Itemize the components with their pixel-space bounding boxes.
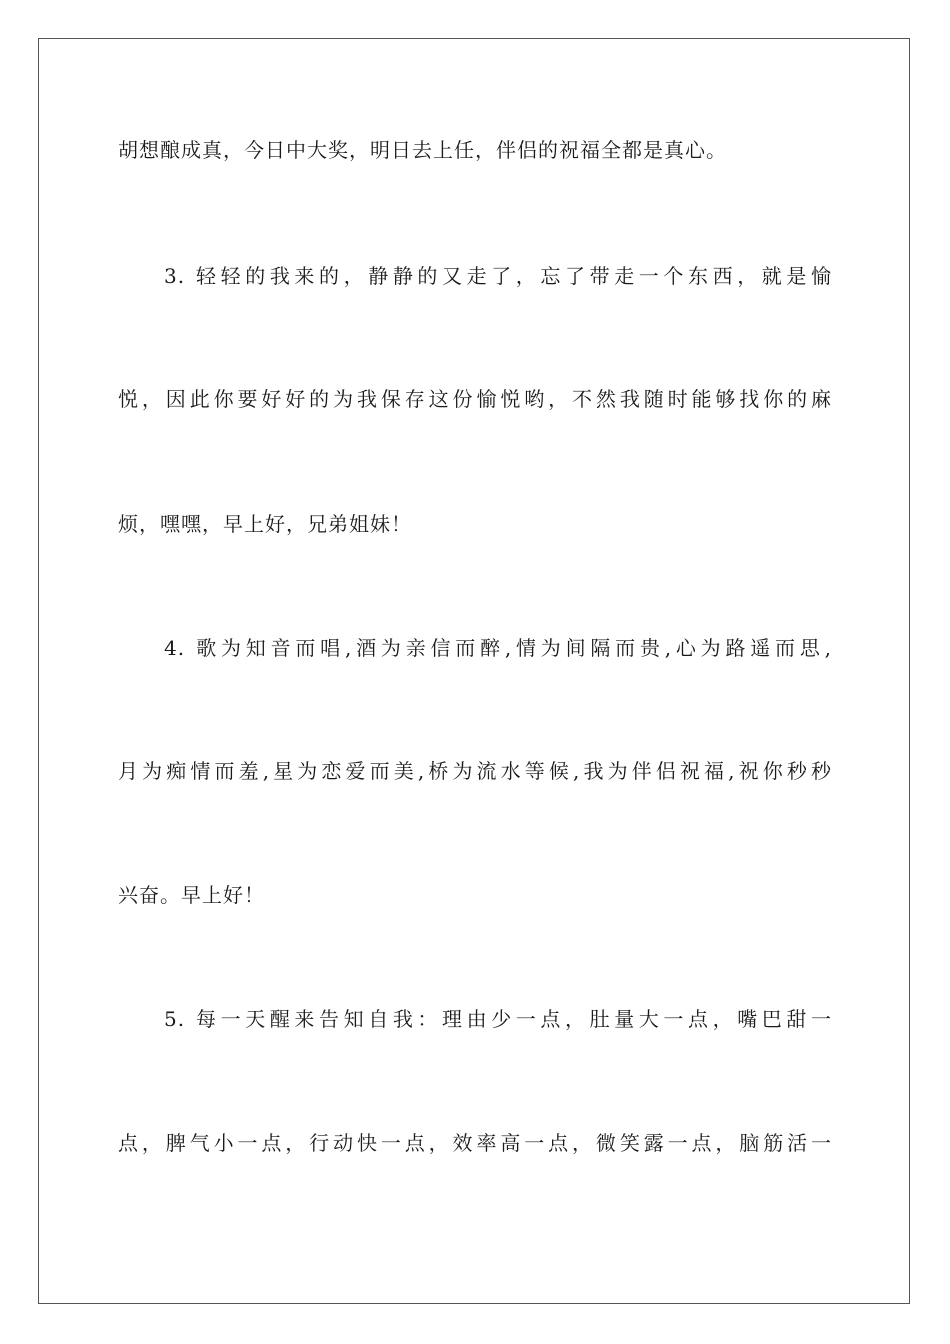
page-border xyxy=(38,38,910,1304)
text-line-9: 点，脾气小一点，行动快一点，效率高一点，微笑露一点，脑筋活一 xyxy=(118,1131,832,1155)
text-line-5: 4. 歌为知音而唱,酒为亲信而醉,情为间隔而贵,心为路遥而思, xyxy=(164,636,832,660)
text-line-1: 胡想酿成真，今日中大奖，明日去上任，伴侣的祝福全都是真心。 xyxy=(118,138,727,162)
text-line-4: 烦，嘿嘿，早上好，兄弟姐妹！ xyxy=(118,512,412,536)
text-line-3: 悦，因此你要好好的为我保存这份愉悦哟，不然我随时能够找你的麻 xyxy=(118,387,832,411)
text-line-8: 5. 每一天醒来告知自我：理由少一点，肚量大一点，嘴巴甜一 xyxy=(164,1007,832,1031)
text-line-7: 兴奋。早上好！ xyxy=(118,883,265,907)
text-line-2: 3. 轻轻的我来的，静静的又走了，忘了带走一个东西，就是愉 xyxy=(164,264,832,288)
text-line-6: 月为痴情而羞,星为恋爱而美,桥为流水等候,我为伴侣祝福,祝你秒秒 xyxy=(118,759,832,783)
